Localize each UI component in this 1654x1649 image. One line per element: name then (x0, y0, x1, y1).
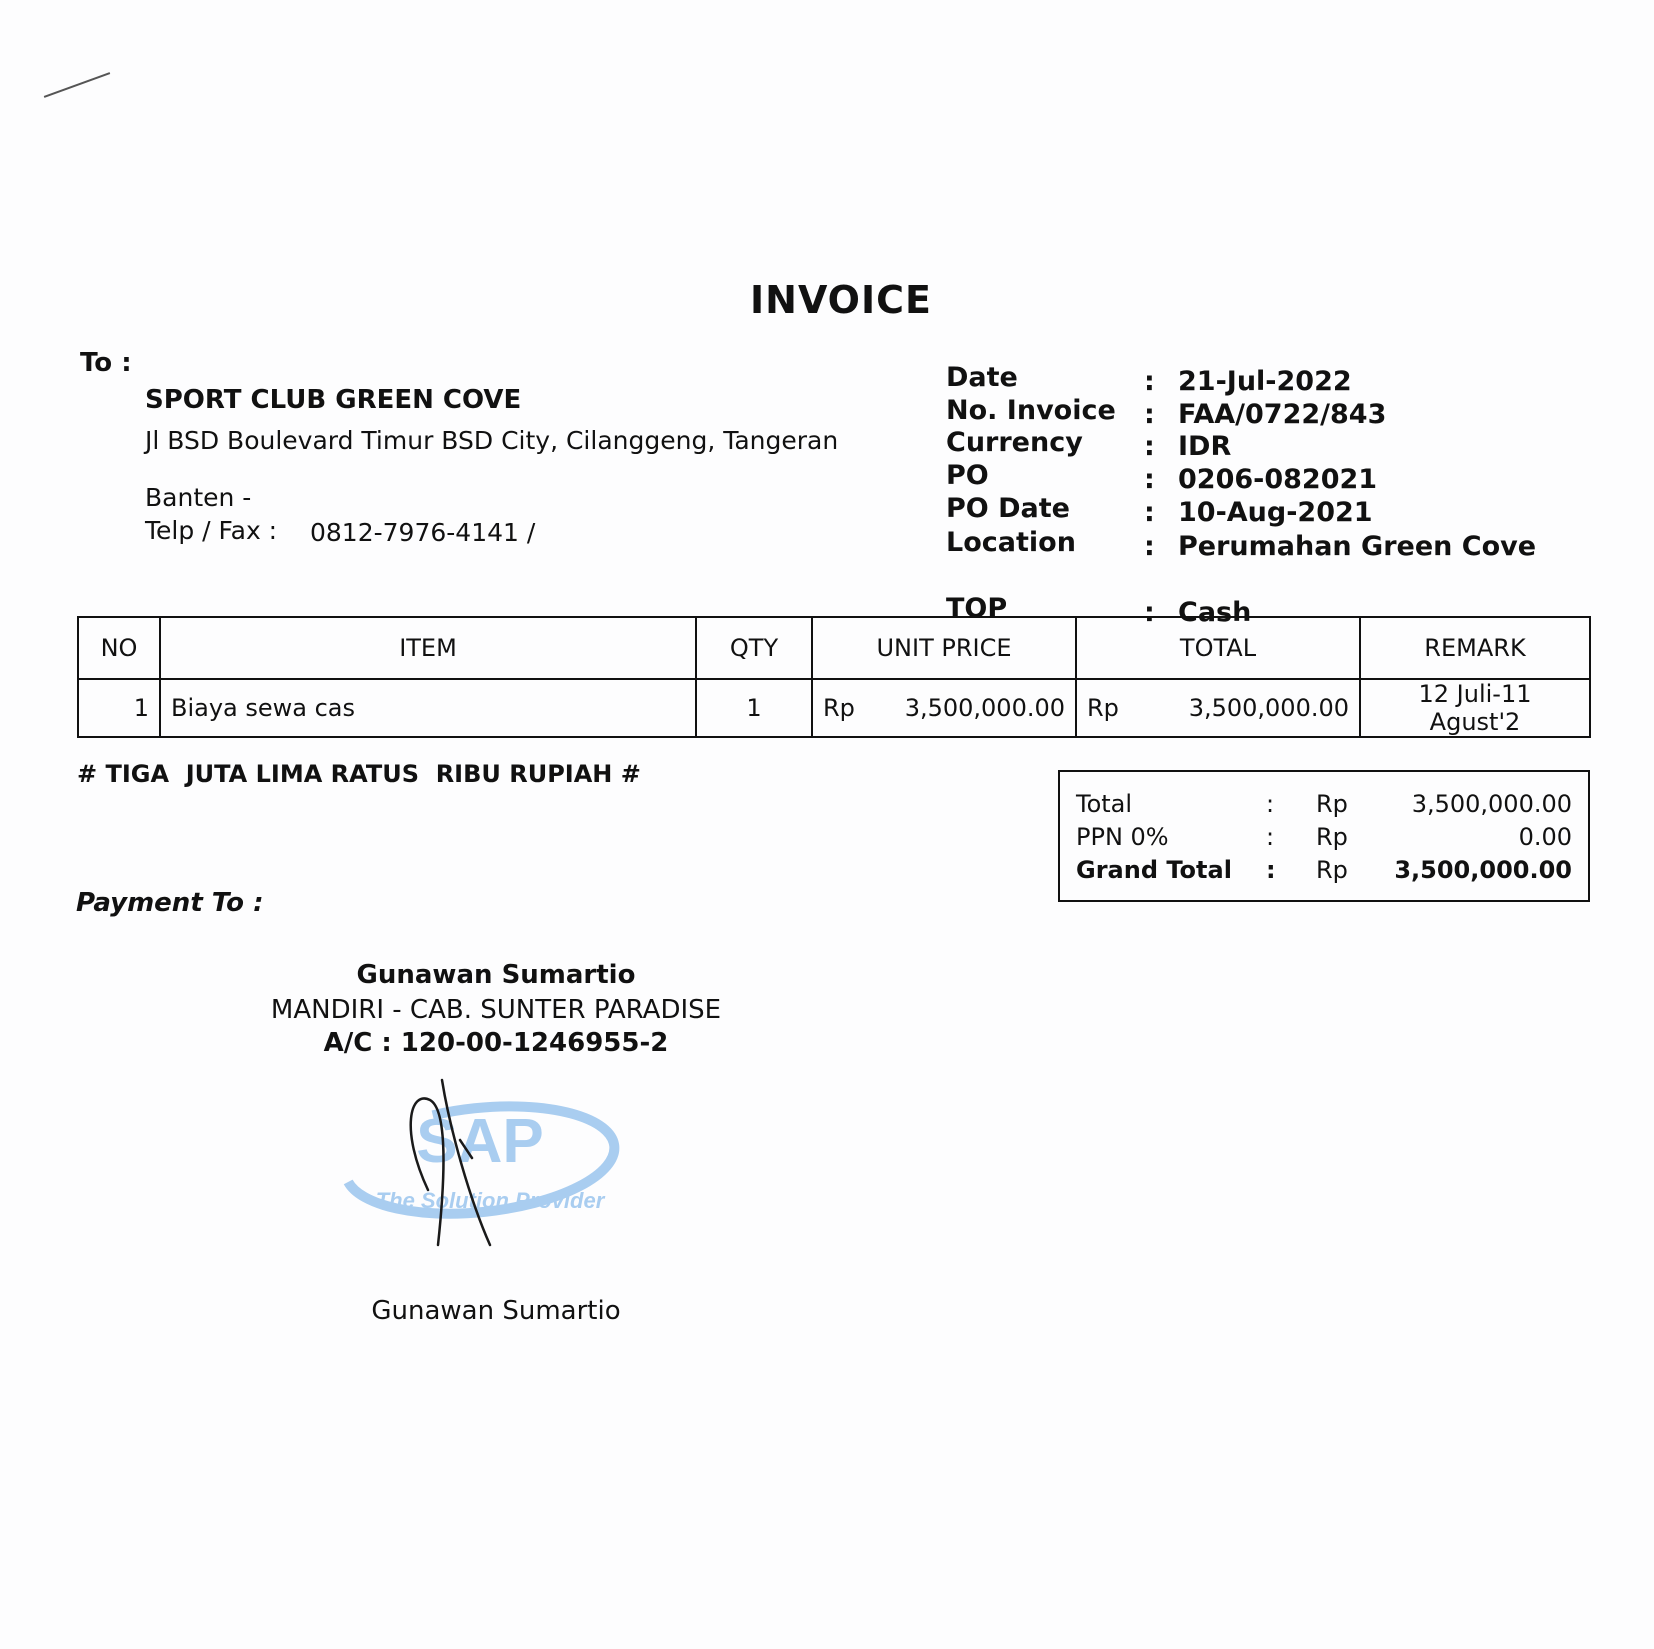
grand-total-amount: 3,500,000.00 (1394, 856, 1572, 884)
table-header-row (78, 617, 1590, 679)
bill-to-label: To : (80, 348, 132, 378)
amount-in-words: # TIGA JUTA LIMA RATUS RIBU RUPIAH # (77, 760, 641, 788)
total-colon: : (1266, 790, 1275, 818)
meta-colon: : (1144, 531, 1155, 562)
meta-value-invoice-no: FAA/0722/843 (1178, 399, 1387, 430)
bank-branch: MANDIRI - CAB. SUNTER PARADISE (270, 995, 722, 1025)
meta-colon: : (1144, 597, 1155, 628)
company-stamp (330, 1070, 630, 1250)
stamp-tagline: The Solution Provider (375, 1188, 605, 1213)
grand-total-currency: Rp (1316, 856, 1348, 884)
totals-row-total (1076, 790, 1572, 822)
meta-colon: : (1144, 399, 1155, 430)
meta-value-po-date: 10-Aug-2021 (1178, 497, 1373, 528)
tax-label: PPN 0% (1076, 823, 1169, 851)
meta-label-invoice-no: No. Invoice (946, 395, 1116, 426)
page-title: INVOICE (750, 278, 932, 322)
total-label: Total (1076, 790, 1133, 818)
customer-phone: 0812-7976-4141 / (310, 518, 536, 547)
paper-mark (44, 72, 110, 98)
meta-label-location: Location (946, 527, 1076, 558)
tax-currency: Rp (1316, 823, 1348, 851)
cell-unit-price (812, 679, 1076, 737)
table-row (78, 679, 1590, 737)
meta-label-po: PO (946, 460, 989, 491)
tax-amount: 0.00 (1518, 823, 1572, 851)
cell-remark: 12 Juli-11 Agust'2 (1360, 679, 1590, 737)
totals-row-tax (1076, 823, 1572, 855)
signatory-name: Gunawan Sumartio (371, 1296, 621, 1326)
customer-name: SPORT CLUB GREEN COVE (145, 385, 522, 415)
customer-region: Banten - (145, 483, 252, 512)
customer-phone-label: Telp / Fax : (145, 516, 278, 545)
meta-colon: : (1144, 431, 1155, 462)
total-currency: Rp (1087, 694, 1119, 722)
unit-price-currency: Rp (823, 694, 855, 722)
totals-row-grand (1076, 856, 1572, 888)
total-amount: 3,500,000.00 (1411, 790, 1572, 818)
meta-value-location: Perumahan Green Cove (1178, 531, 1537, 562)
cell-no: 1 (78, 679, 160, 737)
meta-label-currency: Currency (946, 427, 1083, 458)
stamp-logo-text: SAP (416, 1107, 544, 1176)
grand-total-label: Grand Total (1076, 856, 1232, 884)
cell-qty: 1 (696, 679, 812, 737)
account-number: A/C : 120-00-1246955-2 (323, 1028, 669, 1058)
payment-to-label: Payment To : (76, 888, 264, 918)
totals-box (1058, 770, 1590, 902)
meta-label-top: TOP (946, 593, 1008, 624)
col-header-qty: QTY (696, 617, 812, 679)
total-value: 3,500,000.00 (1188, 694, 1349, 722)
total-currency: Rp (1316, 790, 1348, 818)
meta-value-date: 21-Jul-2022 (1178, 366, 1352, 397)
col-header-unit-price: UNIT PRICE (812, 617, 1076, 679)
meta-label-po-date: PO Date (946, 493, 1070, 524)
meta-value-top: Cash (1178, 597, 1252, 628)
meta-label-date: Date (946, 362, 1018, 393)
cell-item: Biaya sewa cas (160, 679, 696, 737)
customer-address: Jl BSD Boulevard Timur BSD City, Cilanggeng, Tangeran (145, 426, 839, 455)
meta-colon: : (1144, 497, 1155, 528)
col-header-item: ITEM (160, 617, 696, 679)
meta-colon: : (1144, 366, 1155, 397)
meta-colon: : (1144, 464, 1155, 495)
col-header-total: TOTAL (1076, 617, 1360, 679)
items-table (77, 616, 1591, 738)
meta-value-po: 0206-082021 (1178, 464, 1378, 495)
grand-total-colon: : (1266, 856, 1276, 884)
col-header-remark: REMARK (1360, 617, 1590, 679)
unit-price-value: 3,500,000.00 (904, 694, 1065, 722)
meta-value-currency: IDR (1178, 431, 1232, 462)
cell-total (1076, 679, 1360, 737)
tax-colon: : (1266, 823, 1275, 851)
account-holder-name: Gunawan Sumartio (356, 960, 636, 990)
col-header-no: NO (78, 617, 160, 679)
